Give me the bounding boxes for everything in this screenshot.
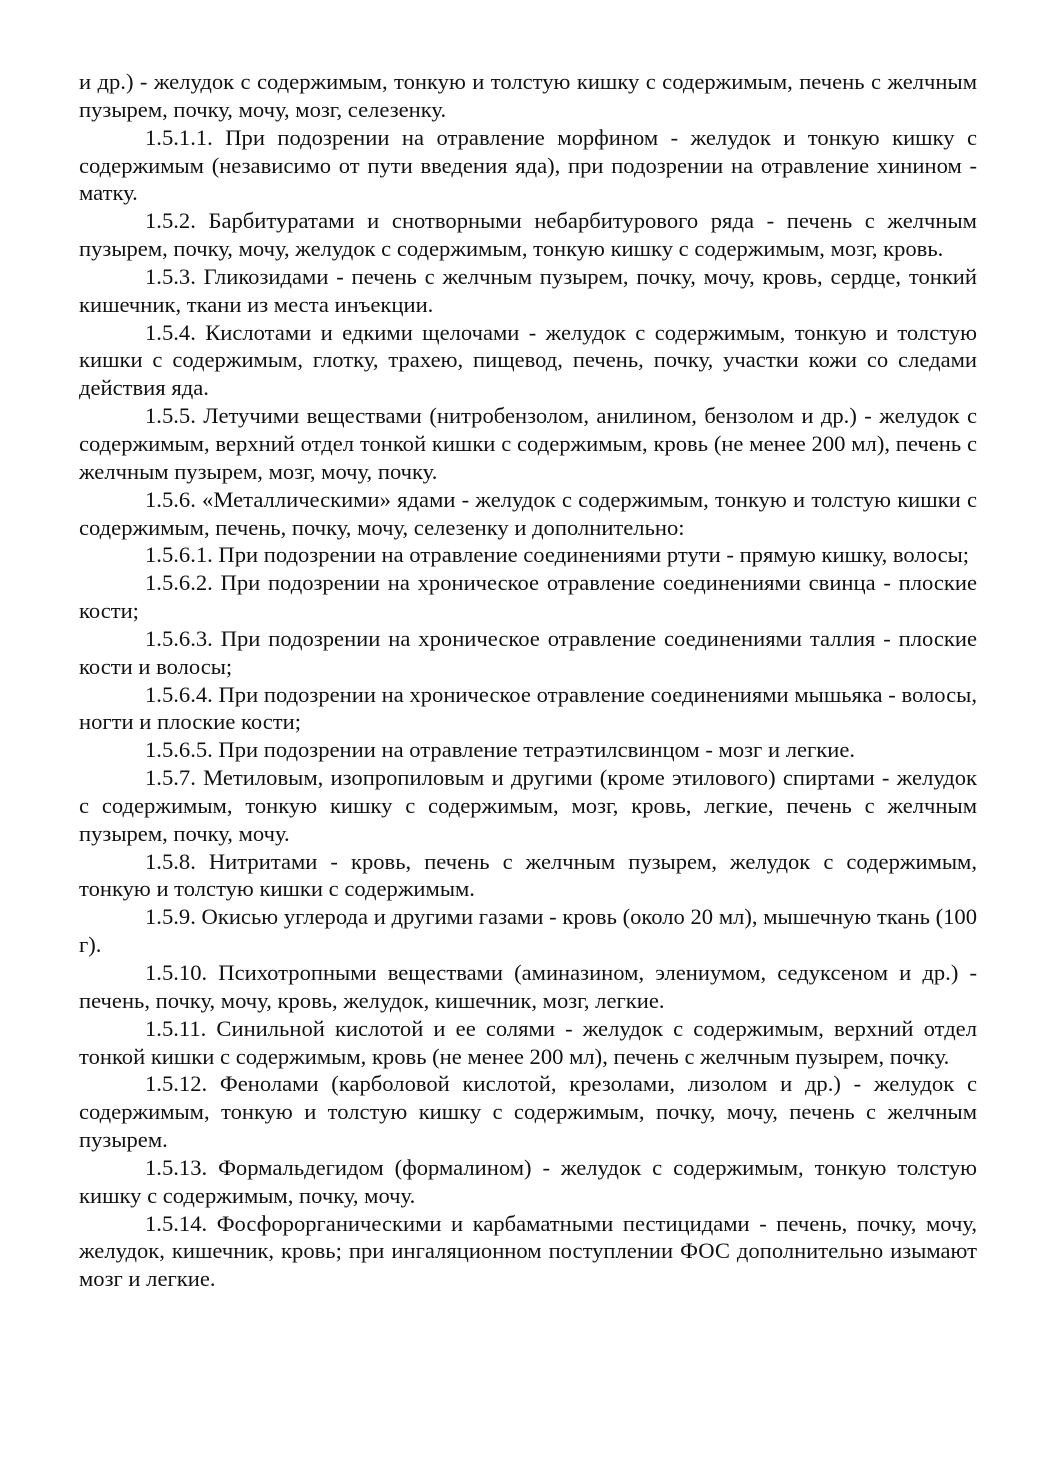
paragraph-1-5-6-5: 1.5.6.5. При подозрении на отравление тетраэтилсвинцом - мозг и легкие. [145, 737, 856, 763]
paragraph-1-5-6: 1.5.6. «Металлическими» ядами - желудок с содержимым, тонкую и толстую кишки с содержимым, печень, почку, мочу, селезенку и дополнительно: [79, 486, 977, 540]
paragraph-1-5-1-1: 1.5.1.1. При подозрении на отравление морфином - желудок и тонкую кишку с содержимым (независимо от пути введения яда), при подозрении на отравление хинином - матку. [79, 124, 977, 206]
paragraph-1-5-6-1: 1.5.6.1. При подозрении на отравление соединениями ртути - прямую кишку, волосы; [145, 542, 970, 568]
paragraph-1-5-7: 1.5.7. Метиловым, изопропиловым и другими (кроме этилового) спиртами - желудок с содержимым, тонкую кишку с содержимым, мозг, кровь, легкие, печень с желчным пузырем, почку, мочу. [79, 765, 977, 846]
paragraph-1-5-8: 1.5.8. Нитритами - кровь, печень с желчным пузырем, желудок с содержимым, тонкую и толстую кишки с содержимым. [79, 848, 977, 902]
paragraph-1-5-2: 1.5.2. Барбитуратами и снотворными небарбитурового ряда - печень с желчным пузырем, почку, мочу, желудок с содержимым, тонкую кишку с содержимым, мозг, кровь. [79, 208, 977, 262]
paragraph-1-5-13: 1.5.13. Формальдегидом (формалином) - желудок с содержимым, тонкую толстую кишку с содержимым, почку, мочу. [79, 1154, 977, 1208]
paragraph-1-5-4: 1.5.4. Кислотами и едкими щелочами - желудок с содержимым, тонкую и толстую кишки с содержимым, глотку, трахею, пищевод, печень, почку, участки кожи со следами действия яда. [79, 319, 977, 401]
document-body [79, 68, 977, 1293]
paragraph-1-5-10: 1.5.10. Психотропными веществами (аминазином, элениумом, седуксеном и др.) - печень, почку, мочу, кровь, желудок, кишечник, мозг, легкие. [79, 960, 977, 1013]
paragraph-1-5-11: 1.5.11. Синильной кислотой и ее солями - желудок с содержимым, верхний отдел тонкой кишки с содержимым, кровь (не менее 200 мл), печень с желчным пузырем, почку. [79, 1015, 977, 1069]
paragraph-1-5-6-3: 1.5.6.3. При подозрении на хроническое отравление соединениями таллия - плоские кости и волосы; [79, 625, 977, 679]
paragraph-1-5-9: 1.5.9. Окисью углерода и другими газами - кровь (около 20 мл), мышечную ткань (100 г). [79, 904, 977, 958]
paragraph-1-5-6-4: 1.5.6.4. При подозрении на хроническое отравление соединениями мышьяка - волосы, ногти и плоские кости; [79, 681, 977, 735]
paragraph-1-5-12: 1.5.12. Фенолами (карболовой кислотой, крезолами, лизолом и др.) - желудок с содержимым, тонкую и толстую кишку с содержимым, почку, мочу, печень с желчным пузырем. [79, 1071, 977, 1153]
paragraph-continuation: и др.) - желудок с содержимым, тонкую и толстую кишку с содержимым, печень с желчным пузырем, почку, мочу, мозг, селезенку. [79, 69, 977, 122]
paragraph-1-5-5: 1.5.5. Летучими веществами (нитробензолом, анилином, бензолом и др.) - желудок с содержимым, верхний отдел тонкой кишки с содержимым, кровь (не менее 200 мл), печень с желчным пузырем, мозг, мочу, почку. [79, 403, 977, 484]
paragraph-1-5-6-2: 1.5.6.2. При подозрении на хроническое отравление соединениями свинца - плоские кости; [79, 570, 977, 624]
paragraph-1-5-14: 1.5.14. Фосфорорганическими и карбаматными пестицидами - печень, почку, мочу, желудок, кишечник, кровь; при ингаляционном поступлении ФОС дополнительно изымают мозг и легкие. [79, 1210, 977, 1292]
paragraph-1-5-3: 1.5.3. Гликозидами - печень с желчным пузырем, почку, мочу, кровь, сердце, тонкий кишечник, ткани из места инъекции. [79, 263, 977, 317]
